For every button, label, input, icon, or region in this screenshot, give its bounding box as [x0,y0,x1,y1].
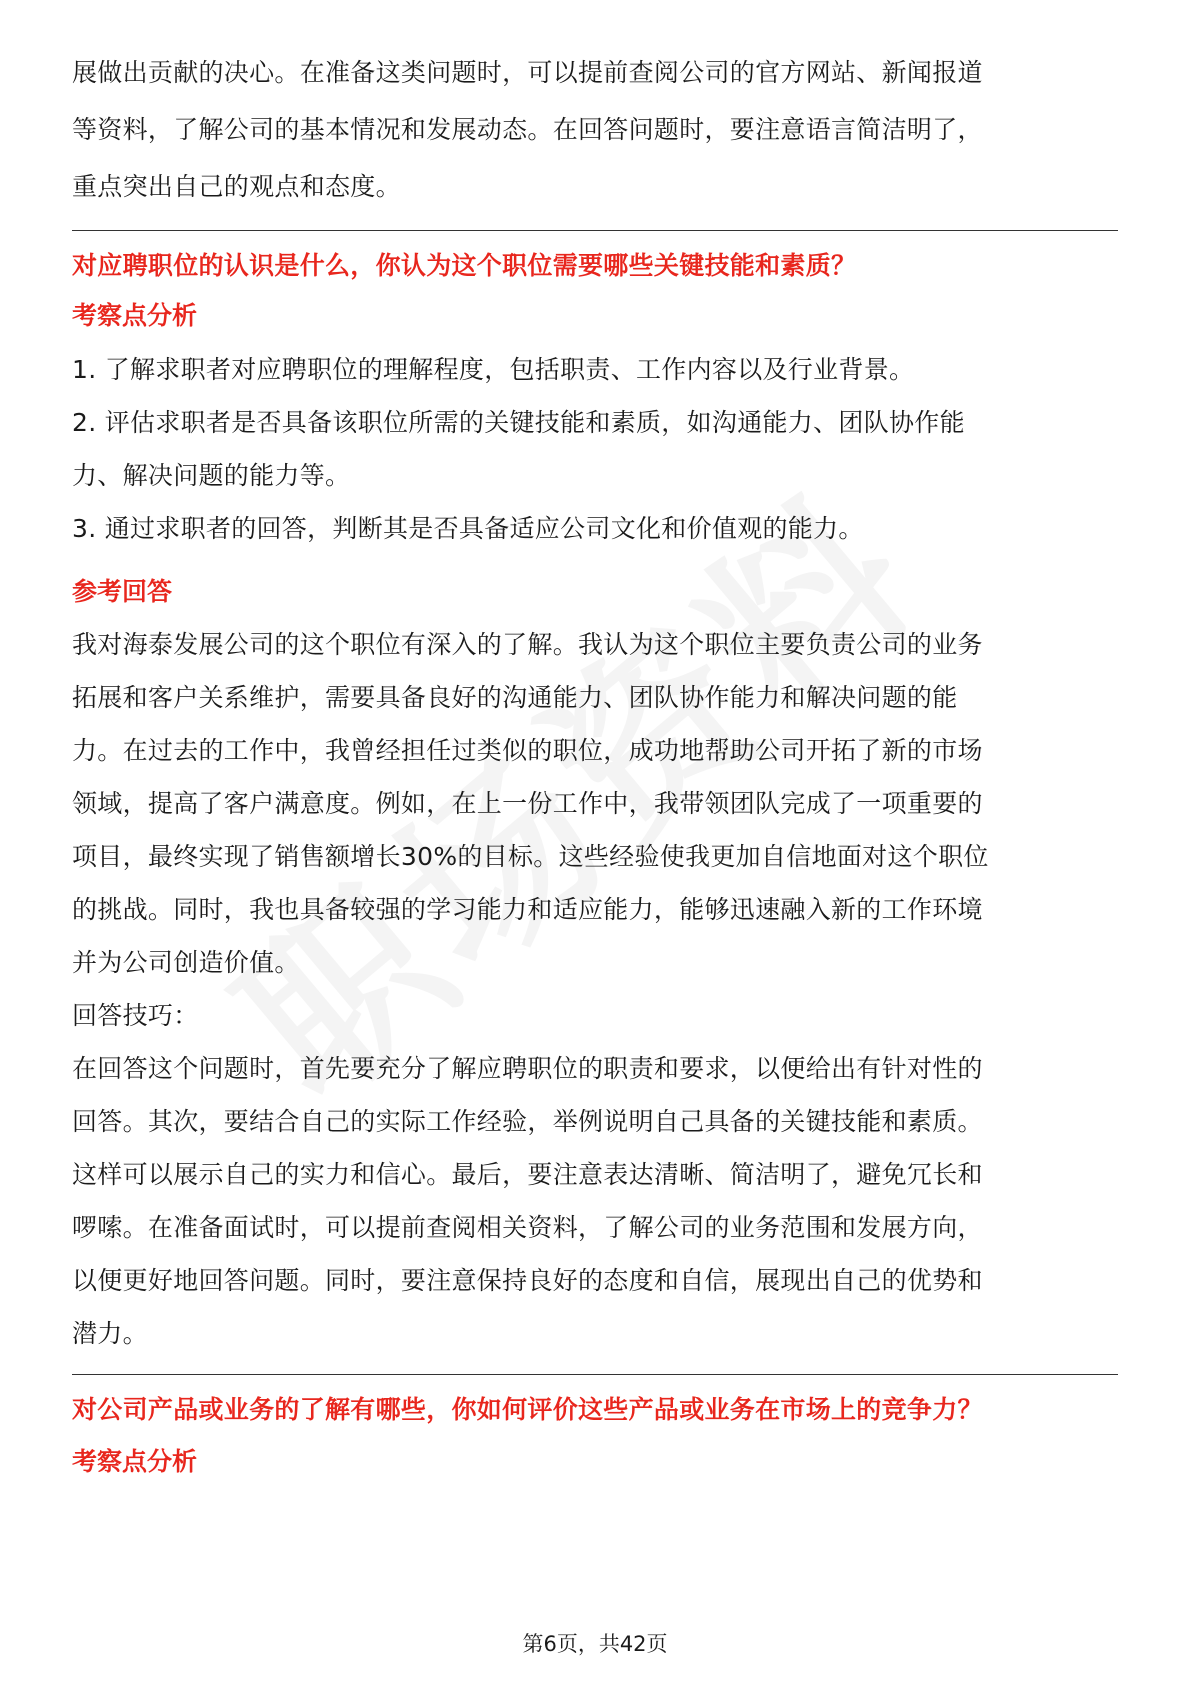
analysis-label: 考察点分析 [72,301,198,330]
list-item: 1. 了解求职者对应聘职位的理解程度，包括职责、工作内容以及行业背景。 [72,355,915,384]
intro-paragraph [72,44,1118,215]
list-item: 3. 通过求职者的回答，判断其是否具备适应公司文化和价值观的能力。 [72,514,864,543]
page-indicator: 第6页，共42页 [522,1632,668,1656]
text-line: 领域，提高了客户满意度。例如，在上一份工作中，我带领团队完成了一项重要的 [72,789,983,818]
text-line: 项目，最终实现了销售额增长30%的目标。这些经验使我更加自信地面对这个职位 [72,842,989,871]
section-divider [72,1374,1118,1375]
text-line: 力。在过去的工作中，我曾经担任过类似的职位，成功地帮助公司开拓了新的市场 [72,736,983,765]
document-page [72,44,1118,1484]
list-item: 力、解决问题的能力等。 [72,461,351,490]
text-line: 我对海泰发展公司的这个职位有深入的了解。我认为这个职位主要负责公司的业务 [72,630,983,659]
tips-paragraph [72,1042,1118,1360]
analysis-list [72,344,1118,556]
question-heading: 对公司产品或业务的了解有哪些，你如何评价这些产品或业务在市场上的竞争力？ [72,1395,983,1424]
question-section-2 [72,1388,1118,1484]
question-heading: 对应聘职位的认识是什么，你认为这个职位需要哪些关键技能和素质？ [72,251,857,280]
question-section-1 [72,244,1118,1360]
text-line: 等资料，了解公司的基本情况和发展动态。在回答问题时，要注意语言简洁明了， [72,115,983,144]
text-line: 潜力。 [72,1319,148,1348]
tips-label: 回答技巧： [72,1001,199,1030]
text-line: 啰嗦。在准备面试时，可以提前查阅相关资料，了解公司的业务范围和发展方向， [72,1213,983,1242]
answer-paragraph [72,618,1118,989]
answer-label: 参考回答 [72,577,173,606]
section-divider [72,230,1118,231]
text-line: 拓展和客户关系维护，需要具备良好的沟通能力、团队协作能力和解决问题的能 [72,683,958,712]
text-line: 以便更好地回答问题。同时，要注意保持良好的态度和自信，展现出自己的优势和 [72,1266,983,1295]
text-line: 展做出贡献的决心。在准备这类问题时，可以提前查阅公司的官方网站、新闻报道 [72,58,983,87]
list-item: 2. 评估求职者是否具备该职位所需的关键技能和素质，如沟通能力、团队协作能 [72,408,965,437]
text-line: 重点突出自己的观点和态度。 [72,172,401,201]
text-line: 在回答这个问题时，首先要充分了解应聘职位的职责和要求，以便给出有针对性的 [72,1054,983,1083]
text-line: 这样可以展示自己的实力和信心。最后，要注意表达清晰、简洁明了，避免冗长和 [72,1160,983,1189]
text-line: 并为公司创造价值。 [72,948,300,977]
analysis-label: 考察点分析 [72,1447,198,1476]
text-line: 回答。其次，要结合自己的实际工作经验，举例说明自己具备的关键技能和素质。 [72,1107,983,1136]
text-line: 的挑战。同时，我也具备较强的学习能力和适应能力，能够迅速融入新的工作环境 [72,895,983,924]
